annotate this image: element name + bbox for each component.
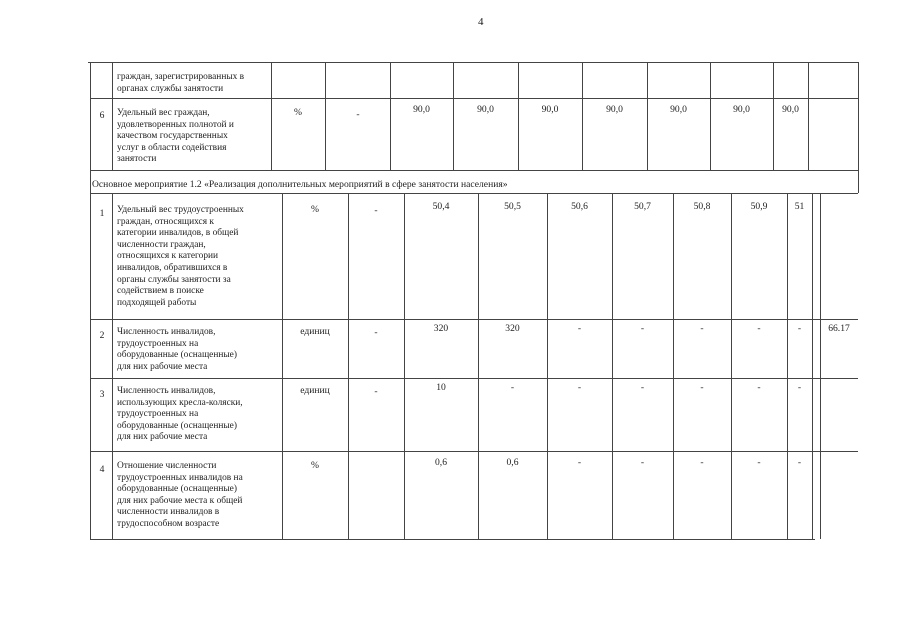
column-divider [773, 62, 774, 170]
column-divider [478, 193, 479, 539]
unit-cell: % [311, 204, 319, 215]
column-divider [673, 193, 674, 539]
table-bottom-border [90, 539, 815, 540]
unit-cell: % [311, 460, 319, 471]
extra-value-cell: 66.17 [828, 323, 850, 334]
value-cell: 90,0 [477, 104, 494, 115]
value-cell: 50,8 [693, 201, 711, 212]
column-divider [808, 62, 809, 170]
value-cell: 90,0 [606, 104, 623, 115]
value-cell: - [510, 382, 515, 393]
column-divider [404, 193, 405, 539]
value-cell: 0,6 [435, 457, 447, 468]
value-cell: - [640, 323, 645, 334]
column-divider [547, 193, 548, 539]
indicator-text: Численность инвалидов, трудоустроенных на оборудованные (оснащенные) для них рабочие места [117, 327, 237, 372]
row-divider [90, 319, 858, 320]
row-divider [90, 98, 858, 99]
value-cell: - [577, 323, 582, 334]
column-divider [647, 62, 648, 170]
column-divider [518, 62, 519, 170]
value-cell: - [577, 382, 582, 393]
value-cell: 50,9 [750, 201, 768, 212]
value-cell: 51 [794, 201, 805, 212]
value-cell: - [640, 457, 645, 468]
value-cell: - [700, 323, 704, 334]
base-value-cell: - [356, 109, 360, 120]
column-divider [348, 193, 349, 539]
value-cell: 90,0 [782, 104, 799, 115]
value-cell: 90,0 [670, 104, 687, 115]
value-cell: 90,0 [413, 104, 430, 115]
column-divider [612, 193, 613, 539]
indicator-text: Удельный вес трудоустроенных граждан, относящихся к категории инвалидов, в общей численности граждан, относящихся к категории инвалидов, обратившихся в органы службы занятости за содействием в поиске подходящей работы [117, 205, 244, 308]
row-number: 3 [99, 389, 105, 400]
base-value-cell: - [374, 386, 378, 397]
value-cell: - [797, 457, 802, 468]
page-number: 4 [478, 16, 484, 28]
value-cell: - [797, 323, 802, 334]
column-divider [112, 193, 113, 539]
unit-cell: единиц [300, 385, 330, 396]
indicator-text: Отношение численности трудоустроенных инвалидов на оборудованные (оснащенные) для них рабочие места к общей численности инвалидов в трудоспособном возрасте [117, 461, 243, 529]
value-cell: - [757, 323, 761, 334]
value-cell: 50,6 [571, 201, 588, 212]
row-number: 1 [99, 208, 105, 219]
row-number: 4 [99, 464, 105, 475]
row-divider [90, 378, 858, 379]
table-left-border [90, 62, 91, 539]
table-right-border [858, 62, 859, 193]
column-divider [787, 193, 788, 539]
value-cell: 50,7 [634, 201, 651, 212]
value-cell: 50,5 [504, 201, 521, 212]
section-title: Основное мероприятие 1.2 «Реализация дополнительных мероприятий в сфере занятости населения» [92, 179, 508, 190]
base-value-cell: - [374, 327, 378, 338]
value-cell: 320 [433, 323, 449, 334]
value-cell: - [757, 457, 761, 468]
unit-cell: % [294, 107, 302, 118]
indicator-text: Численность инвалидов, использующих кресла-коляски, трудоустроенных на оборудованные (оснащенные) для них рабочие места [117, 386, 243, 443]
column-divider [325, 62, 326, 170]
column-divider [731, 193, 732, 539]
column-divider [390, 62, 391, 170]
value-cell: - [797, 382, 802, 393]
column-divider [112, 62, 113, 170]
column-divider [453, 62, 454, 170]
value-cell: - [640, 382, 645, 393]
value-cell: - [700, 457, 704, 468]
indicator-text: граждан, зарегистрированных в органах службы занятости [117, 72, 245, 94]
row-divider [90, 451, 858, 452]
table-top-border [88, 62, 858, 63]
value-cell: 90,0 [733, 104, 750, 115]
row-number: 2 [99, 330, 105, 341]
value-cell: - [577, 457, 582, 468]
column-divider [271, 62, 272, 170]
value-cell: - [700, 382, 704, 393]
table-right-border-lower [820, 193, 821, 539]
unit-cell: единиц [300, 326, 330, 337]
column-divider [282, 193, 283, 539]
value-cell: 320 [505, 323, 520, 334]
value-cell: - [757, 382, 761, 393]
base-value-cell: - [374, 205, 378, 216]
indicator-text: Удельный вес граждан, удовлетворенных полнотой и качеством государственных услуг в области содействия занятости [117, 108, 234, 165]
row-divider [90, 170, 858, 171]
value-cell: 50,4 [432, 201, 450, 212]
value-cell: 0,6 [506, 457, 519, 468]
column-divider [812, 193, 813, 539]
column-divider [710, 62, 711, 170]
column-divider [582, 62, 583, 170]
row-divider [90, 193, 858, 194]
row-number: 6 [99, 110, 105, 121]
value-cell: 10 [436, 382, 446, 393]
value-cell: 90,0 [541, 104, 559, 115]
